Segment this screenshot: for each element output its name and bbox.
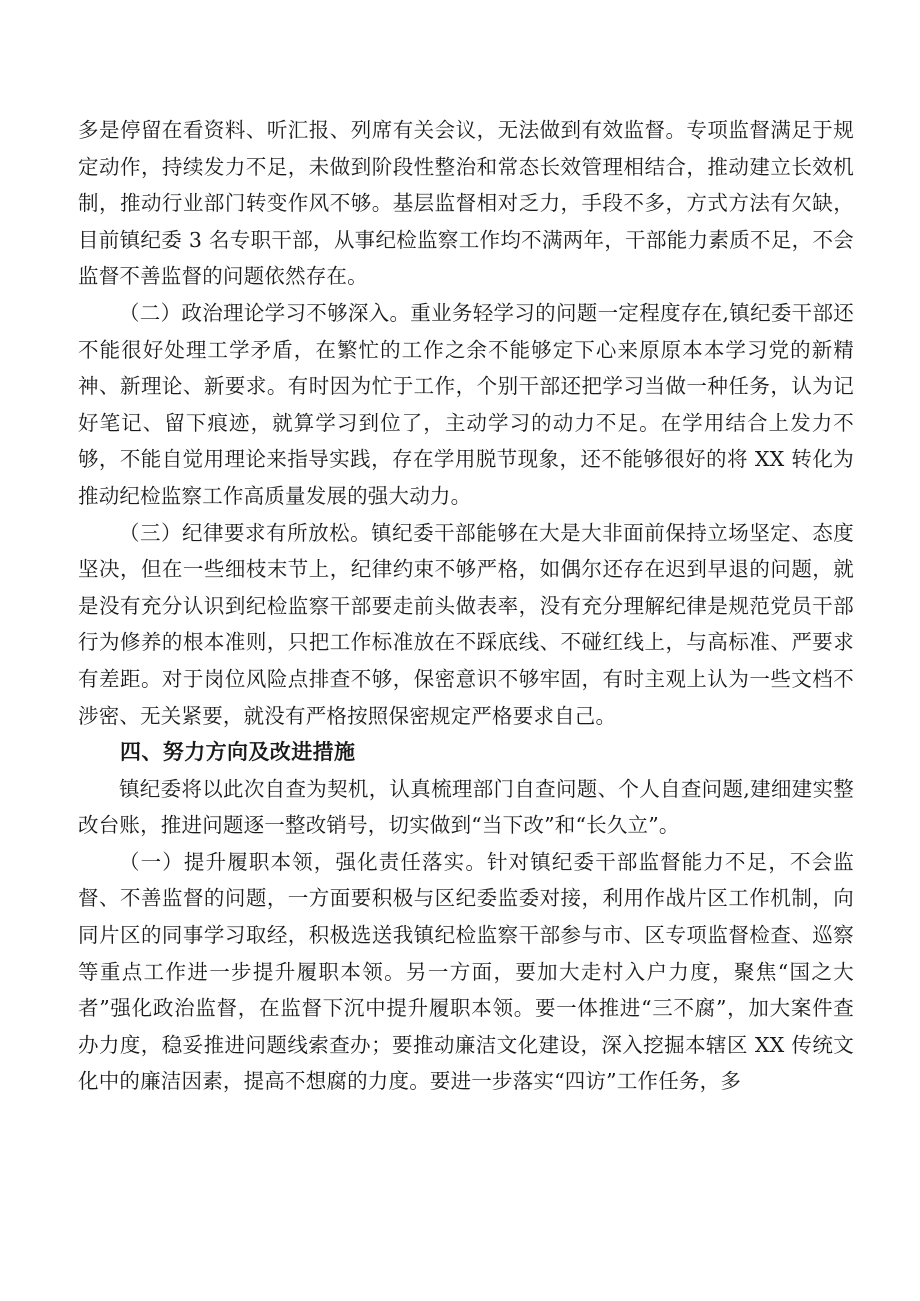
paragraph-item-3: （三）纪律要求有所放松。镇纪委干部能够在大是大非面前保持立场坚定、态度坚决，但在一些细枝末节上，纪律约束不够严格，如偶尔还存在迟到早退的问题，就是没有充分认识到纪检监察干部要走前头做表率，没有充分理解纪律是规范党员干部行为修养的根本准则，只把工作标准放在不踩底线、不碰红线上，与高标准、严要求有差距。对于岗位风险点排查不够，保密意识不够牢固，有时主观上认为一些文档不涉密、无关紧要，就没有严格按照保密规定严格要求自己。: [78, 520, 854, 728]
document-page: [78, 112, 854, 1100]
paragraph-measure-1: （一）提升履职本领，强化责任落实。针对镇纪委干部监督能力不足，不会监督、不善监督的问题，一方面要积极与区纪委监委对接，利用作战片区工作机制，向同片区的同事学习取经，积极选送我镇纪检监察干部参与市、区专项监督检查、巡察等重点工作进一步提升履职本领。另一方面，要加大走村入户力度，聚焦“国之大者”强化政治监督，在监督下沉中提升履职本领。要一体推进“三不腐”，加大案件查办力度，稳妥推进问题线索查办；要推动廉洁文化建设，深入挖掘本辖区 XX 传统文化中的廉洁因素，提高不想腐的力度。要进一步落实“四访”工作任务，多: [78, 849, 854, 1094]
section-heading-4: 四、努力方向及改进措施: [120, 740, 356, 765]
paragraph-item-2: （二）政治理论学习不够深入。重业务轻学习的问题一定程度存在,镇纪委干部还不能很好处理工学矛盾，在繁忙的工作之余不能够定下心来原原本本学习党的新精神、新理论、新要求。有时因为忙于工作，个别干部还把学习当做一种任务，认为记好笔记、留下痕迹，就算学习到位了，主动学习的动力不足。在学用结合上发力不够，不能自觉用理论来指导实践，存在学用脱节现象，还不能够很好的将 XX 转化为推动纪检监察工作高质量发展的强大动力。: [78, 300, 854, 508]
paragraph-section-intro: 镇纪委将以此次自查为契机，认真梳理部门自查问题、个人自查问题,建细建实整改台账，推进问题逐一整改销号，切实做到“当下改”和“长久立”。: [78, 776, 854, 838]
paragraph-continuation: 多是停留在看资料、听汇报、列席有关会议，无法做到有效监督。专项监督满足于规定动作，持续发力不足，未做到阶段性整治和常态长效管理相结合，推动建立长效机制，推动行业部门转变作风不够。基层监督相对乏力，手段不多，方式方法有欠缺，目前镇纪委 3 名专职干部，从事纪检监察工作均不满两年，干部能力素质不足，不会监督不善监督的问题依然存在。: [78, 118, 854, 289]
